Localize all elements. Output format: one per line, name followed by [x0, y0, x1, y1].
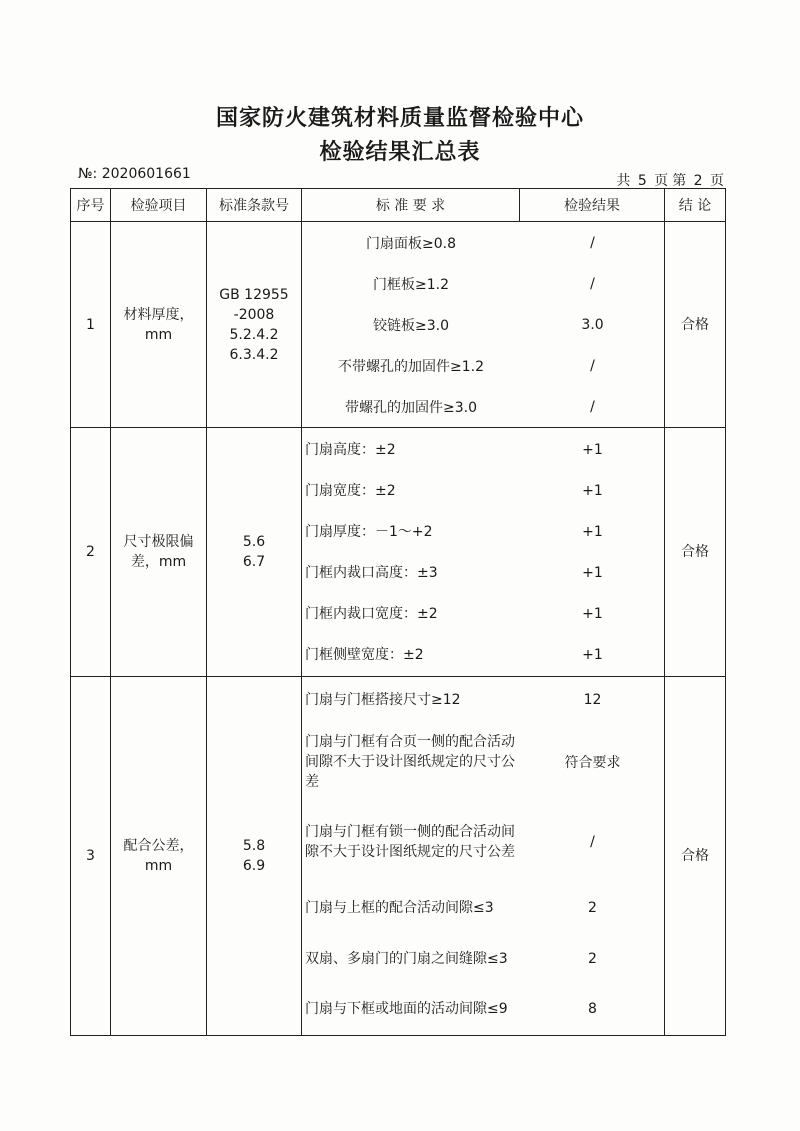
- item-name: 尺寸极限偏差，mm: [123, 534, 194, 570]
- row-sub: [302, 222, 665, 428]
- row-conclusion: 合格: [665, 222, 726, 428]
- requirement: 门框内裁口宽度：±2: [305, 605, 438, 622]
- sub-row: [302, 802, 665, 882]
- sub-row: [302, 934, 665, 984]
- row-no: 2: [71, 428, 111, 677]
- result: +1: [582, 646, 603, 663]
- row-no: 3: [71, 677, 111, 1036]
- result: 符合要求: [564, 755, 621, 771]
- sub-row: [302, 345, 665, 386]
- requirement: 门扇与门框有合页一侧的配合活动间隙不大于设计图纸规定的尺寸公差: [305, 734, 515, 790]
- page-info: [612, 170, 724, 190]
- table-header-row: [71, 189, 726, 222]
- sub-row: [302, 593, 665, 634]
- row-clauses: [207, 428, 302, 677]
- requirement: 门扇与上框的配合活动间隙≤3: [305, 900, 494, 916]
- page-current: 第 2 页: [672, 173, 724, 189]
- doc-no-label: №:: [78, 166, 98, 182]
- result: /: [590, 234, 595, 251]
- requirement: 门框板≥1.2: [373, 276, 449, 293]
- document-number: [78, 166, 191, 182]
- result: +1: [582, 482, 603, 499]
- sub-row: [302, 263, 665, 304]
- requirement: 门扇与门框有锁一侧的配合活动间隙不大于设计图纸规定的尺寸公差: [305, 824, 515, 860]
- sub-row: [302, 222, 665, 263]
- sub-table: [302, 429, 665, 675]
- sub-row: [302, 722, 665, 802]
- result: +1: [582, 523, 603, 540]
- row-clauses: [207, 222, 302, 428]
- sub-row: [302, 678, 665, 722]
- sub-table: [302, 222, 665, 427]
- requirement: 双扇、多扇门的门扇之间缝隙≤3: [305, 951, 508, 967]
- row-item: [111, 222, 207, 428]
- sub-row: [302, 882, 665, 934]
- sub-row: [302, 386, 665, 427]
- result: +1: [582, 564, 603, 581]
- clause-line: 5.2.4.2: [229, 326, 279, 343]
- requirement: 门框侧壁宽度：±2: [305, 646, 424, 663]
- result: /: [590, 398, 595, 415]
- results-table: [70, 188, 726, 1036]
- item-name: 材料厚度，mm: [123, 306, 194, 343]
- col-header-item: 检验项目: [111, 189, 207, 222]
- result: 12: [583, 692, 602, 708]
- requirement: 门框内裁口高度：±3: [305, 564, 438, 581]
- row-item: [111, 428, 207, 677]
- sub-row: [302, 304, 665, 345]
- report-title: 国家防火建筑材料质量监督检验中心: [215, 106, 584, 131]
- row-conclusion: 合格: [665, 677, 726, 1036]
- table-row-group-3: [71, 677, 726, 1036]
- clause-line: 6.3.4.2: [229, 346, 279, 363]
- row-sub: [302, 677, 665, 1036]
- row-conclusion: 合格: [665, 428, 726, 677]
- result: 8: [588, 1001, 597, 1017]
- requirement: 门扇厚度：－1～+2: [305, 523, 433, 540]
- table-row-group-1: [71, 222, 726, 428]
- col-header-conclusion: 结 论: [665, 189, 726, 222]
- result: 2: [588, 900, 597, 916]
- result: 3.0: [581, 316, 604, 333]
- requirement: 门扇面板≥0.8: [366, 235, 456, 252]
- table-row-group-2: [71, 428, 726, 677]
- requirement: 铰链板≥3.0: [373, 317, 449, 334]
- result: +1: [582, 605, 603, 622]
- requirement: 门扇与下框或地面的活动间隙≤9: [305, 1001, 508, 1017]
- result: /: [590, 275, 595, 292]
- item-name: 配合公差，mm: [123, 838, 194, 874]
- sub-row: [302, 634, 665, 675]
- requirement: 门扇高度：±2: [305, 441, 396, 458]
- clause-line: GB 12955-2008: [219, 286, 289, 323]
- sub-table: [302, 678, 665, 1034]
- col-header-no: 序号: [71, 189, 111, 222]
- row-no: 1: [71, 222, 111, 428]
- requirement: 门扇与门框搭接尺寸≥12: [305, 692, 461, 708]
- requirement: 带螺孔的加固件≥3.0: [345, 399, 477, 416]
- result: /: [590, 357, 595, 374]
- row-sub: [302, 428, 665, 677]
- result: 2: [588, 951, 597, 967]
- sub-row: [302, 552, 665, 593]
- result: +1: [582, 441, 603, 458]
- sub-row: [302, 429, 665, 470]
- row-item: [111, 677, 207, 1036]
- sub-row: [302, 511, 665, 552]
- clause-line: 6.9: [242, 858, 266, 874]
- sub-row: [302, 470, 665, 511]
- col-header-requirement: 标 准 要 求: [302, 189, 520, 222]
- page-total: 共 5 页: [616, 173, 669, 189]
- clause-line: 5.8: [242, 838, 266, 854]
- row-clauses: [207, 677, 302, 1036]
- clause-line: 6.7: [242, 554, 266, 570]
- result: /: [590, 834, 595, 850]
- requirement: 不带螺孔的加固件≥1.2: [338, 358, 484, 375]
- sub-row: [302, 984, 665, 1034]
- col-header-clause: 标准条款号: [207, 189, 302, 222]
- requirement: 门扇宽度：±2: [305, 482, 396, 499]
- doc-no-value: 2020601661: [101, 166, 191, 182]
- report-subtitle: 检验结果汇总表: [319, 140, 481, 165]
- clause-line: 5.6: [242, 534, 266, 550]
- col-header-result: 检验结果: [520, 189, 665, 222]
